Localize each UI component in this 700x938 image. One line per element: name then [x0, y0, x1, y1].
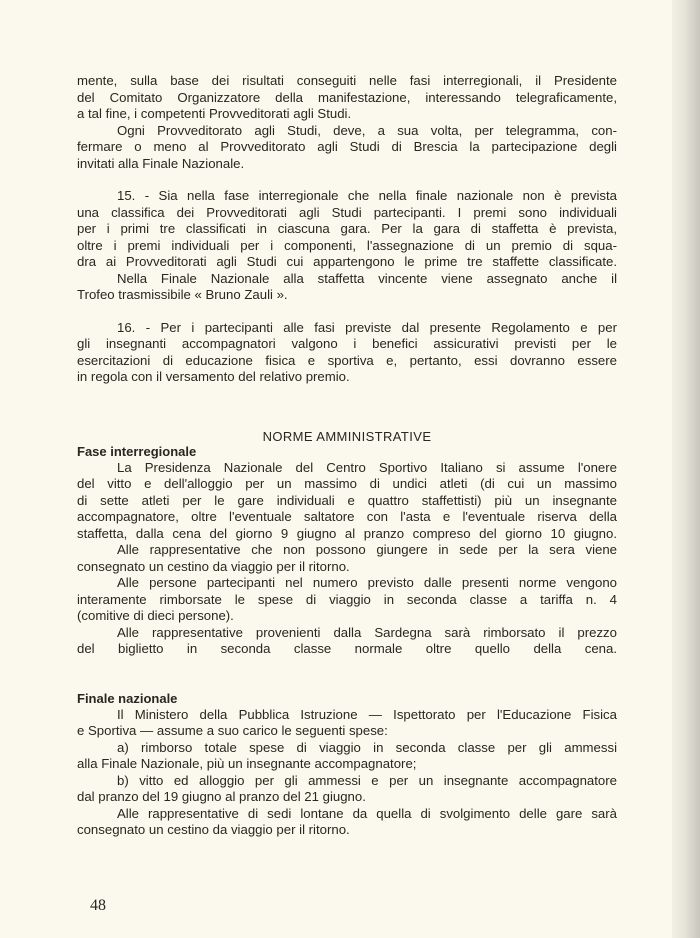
text-line: esercitazioni di educazione fisica e sportiva e, pertanto, essi dovranno essere [77, 352, 617, 368]
text-line: 15. - Sia nella fase interregionale che nella finale nazionale non è prevista [117, 188, 617, 203]
text-line: gli insegnanti accompagnatori valgono i benefici assicurativi previsti per le [77, 336, 617, 351]
text-line: Ogni Provveditorato agli Studi, deve, a sua volta, per telegramma, con- [117, 122, 617, 138]
text-line: Il Ministero della Pubblica Istruzione — Ispettorato per l'Educazione Fisica [117, 706, 617, 722]
text-line: del vitto e dell'alloggio per un massimo di undici atleti (di cui un massimo [77, 476, 617, 491]
text-line: dra ai Provveditorati agli Studi cui appartengono le prime tre staffette classificate. [77, 254, 617, 269]
text-line: a) rimborso totale spese di viaggio in seconda classe per gli ammessi [117, 739, 617, 755]
text-line: Alle rappresentative che non possono giungere in sede per la sera viene [117, 542, 617, 557]
text-line: Alle rappresentative provenienti dalla Sardegna sarà rimborsato il prezzo [117, 624, 617, 640]
text-line: oltre i premi individuali per i componenti, l'assegnazione di un premio di squa- [77, 237, 617, 253]
text-line: Nella Finale Nazionale alla staffetta vincente viene assegnato anche il [117, 270, 617, 286]
subsection-heading: Finale nazionale [77, 690, 178, 706]
document-body [77, 73, 617, 839]
text-line: (comitive di dieci persone). [77, 608, 234, 623]
text-line: Alle persone partecipanti nel numero previsto dalle presenti norme vengono [117, 575, 617, 590]
text-line: per i primi tre classificati in ciascuna gara. Per la gara di staffetta è prevista, [77, 221, 617, 236]
text-line: Alle rappresentative di sedi lontane da quella di svolgimento delle gare sarà [117, 805, 617, 821]
text-line: La Presidenza Nazionale del Centro Sportivo Italiano si assume l'onere [117, 459, 617, 475]
section-heading: NORME AMMINISTRATIVE [262, 428, 432, 444]
text-line: del biglietto in seconda classe normale oltre quello della cena. [77, 641, 617, 656]
text-line: Trofeo trasmissibile « Bruno Zauli ». [77, 287, 288, 302]
text-line: mente, sulla base dei risultati conseguiti nelle fasi interregionali, il Presidente [77, 73, 617, 88]
paragraph-spacer [77, 386, 617, 419]
text-line: del Comitato Organizzatore della manifestazione, interessando telegraficamente, [77, 89, 617, 105]
text-line: a tal fine, i competenti Provveditorati agli Studi. [77, 106, 352, 121]
text-line: staffetta, dalla cena del giorno 9 giugno al pranzo compreso del giorno 10 giugno. [77, 525, 617, 541]
text-line: di sette atleti per le gare individuali e quattro staffettisti) più un insegnante [77, 492, 617, 508]
text-line: in regola con il versamento del relativo premio. [77, 369, 350, 384]
text-line: dal pranzo del 19 giugno al pranzo del 21 giugno. [77, 789, 366, 804]
text-line: b) vitto ed alloggio per gli ammessi e per un insegnante accompagnatore [117, 772, 617, 788]
text-line: fermare o meno al Provveditorato agli Studi di Brescia la partecipazione degli [77, 139, 617, 154]
text-line: interamente rimborsate le spese di viaggio in seconda classe a tariffa n. 4 [77, 591, 617, 607]
text-line: consegnato un cestino da viaggio per il ritorno. [77, 822, 350, 837]
text-line: consegnato un cestino da viaggio per il ritorno. [77, 558, 350, 574]
text-line: una classifica dei Provveditorati agli Studi partecipanti. I premi sono individuali [77, 204, 617, 220]
text-line: invitati alla Finale Nazionale. [77, 155, 245, 171]
text-line: e Sportiva — assume a suo carico le seguenti spese: [77, 723, 388, 738]
text-line: accompagnatore, oltre l'eventuale saltatore con l'asta e l'eventuale riserva della [77, 509, 617, 524]
subsection-heading: Fase interregionale [77, 443, 197, 459]
paragraph-spacer [77, 172, 617, 188]
text-line: 16. - Per i partecipanti alle fasi previste dal presente Regolamento e per [117, 319, 617, 335]
paragraph-spacer [77, 658, 617, 691]
text-line: alla Finale Nazionale, più un insegnante accompagnatore; [77, 756, 417, 771]
paragraph-spacer [77, 304, 617, 320]
page-edge-shadow [672, 0, 700, 938]
page-number: 48 [90, 897, 106, 914]
